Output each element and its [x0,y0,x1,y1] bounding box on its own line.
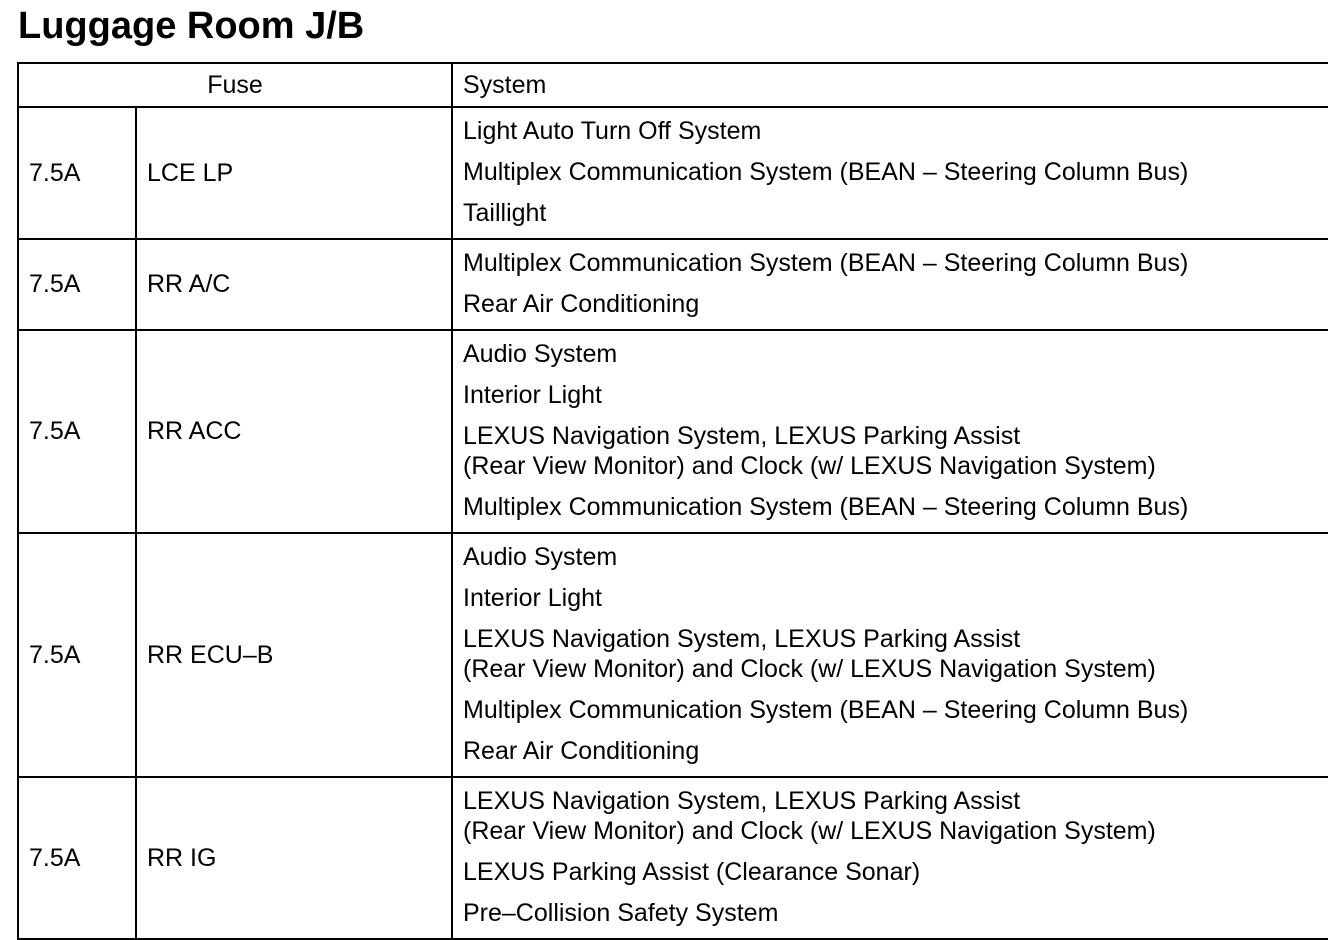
system-list [452,239,1328,330]
system-list [452,777,1328,939]
fuse-name: RR ACC [136,330,452,533]
table-row [18,777,1328,939]
system-item: Taillight [463,199,547,227]
fuse-name: LCE LP [136,107,452,239]
system-item: Multiplex Communication System (BEAN – Steering Column Bus) [463,493,1189,521]
system-item: LEXUS Navigation System, LEXUS Parking Assist (Rear View Monitor) and Clock (w/ LEXUS Navigation System) [463,625,1156,683]
system-item: LEXUS Parking Assist (Clearance Sonar) [463,858,921,886]
fuse-table-body [18,63,1328,939]
page-title: Luggage Room J/B [18,5,365,47]
system-item: Light Auto Turn Off System [463,117,762,145]
table-row [18,107,1328,239]
system-item: Rear Air Conditioning [463,737,700,765]
system-list [452,107,1328,239]
system-item: Audio System [463,543,618,571]
fuse-amperage: 7.5A [18,533,136,777]
system-item: Multiplex Communication System (BEAN – Steering Column Bus) [463,158,1189,186]
system-item: LEXUS Navigation System, LEXUS Parking Assist (Rear View Monitor) and Clock (w/ LEXUS Navigation System) [463,787,1156,845]
system-item: Audio System [463,340,618,368]
table-row [18,239,1328,330]
system-item: Interior Light [463,381,602,409]
fuse-amperage: 7.5A [18,330,136,533]
system-item: LEXUS Navigation System, LEXUS Parking Assist (Rear View Monitor) and Clock (w/ LEXUS Navigation System) [463,422,1156,480]
fuse-name: RR ECU–B [136,533,452,777]
table-row [18,533,1328,777]
header-system: System [452,63,1328,107]
fuse-table [17,62,1328,940]
system-item: Pre–Collision Safety System [463,899,779,927]
system-list [452,533,1328,777]
system-item: Multiplex Communication System (BEAN – Steering Column Bus) [463,249,1189,277]
fuse-name: RR A/C [136,239,452,330]
system-list [452,330,1328,533]
system-item: Multiplex Communication System (BEAN – Steering Column Bus) [463,696,1189,724]
fuse-amperage: 7.5A [18,777,136,939]
system-item: Interior Light [463,584,602,612]
fuse-name: RR IG [136,777,452,939]
table-header-row [18,63,1328,107]
fuse-amperage: 7.5A [18,107,136,239]
fuse-amperage: 7.5A [18,239,136,330]
table-row [18,330,1328,533]
header-fuse: Fuse [18,63,452,107]
system-item: Rear Air Conditioning [463,290,700,318]
